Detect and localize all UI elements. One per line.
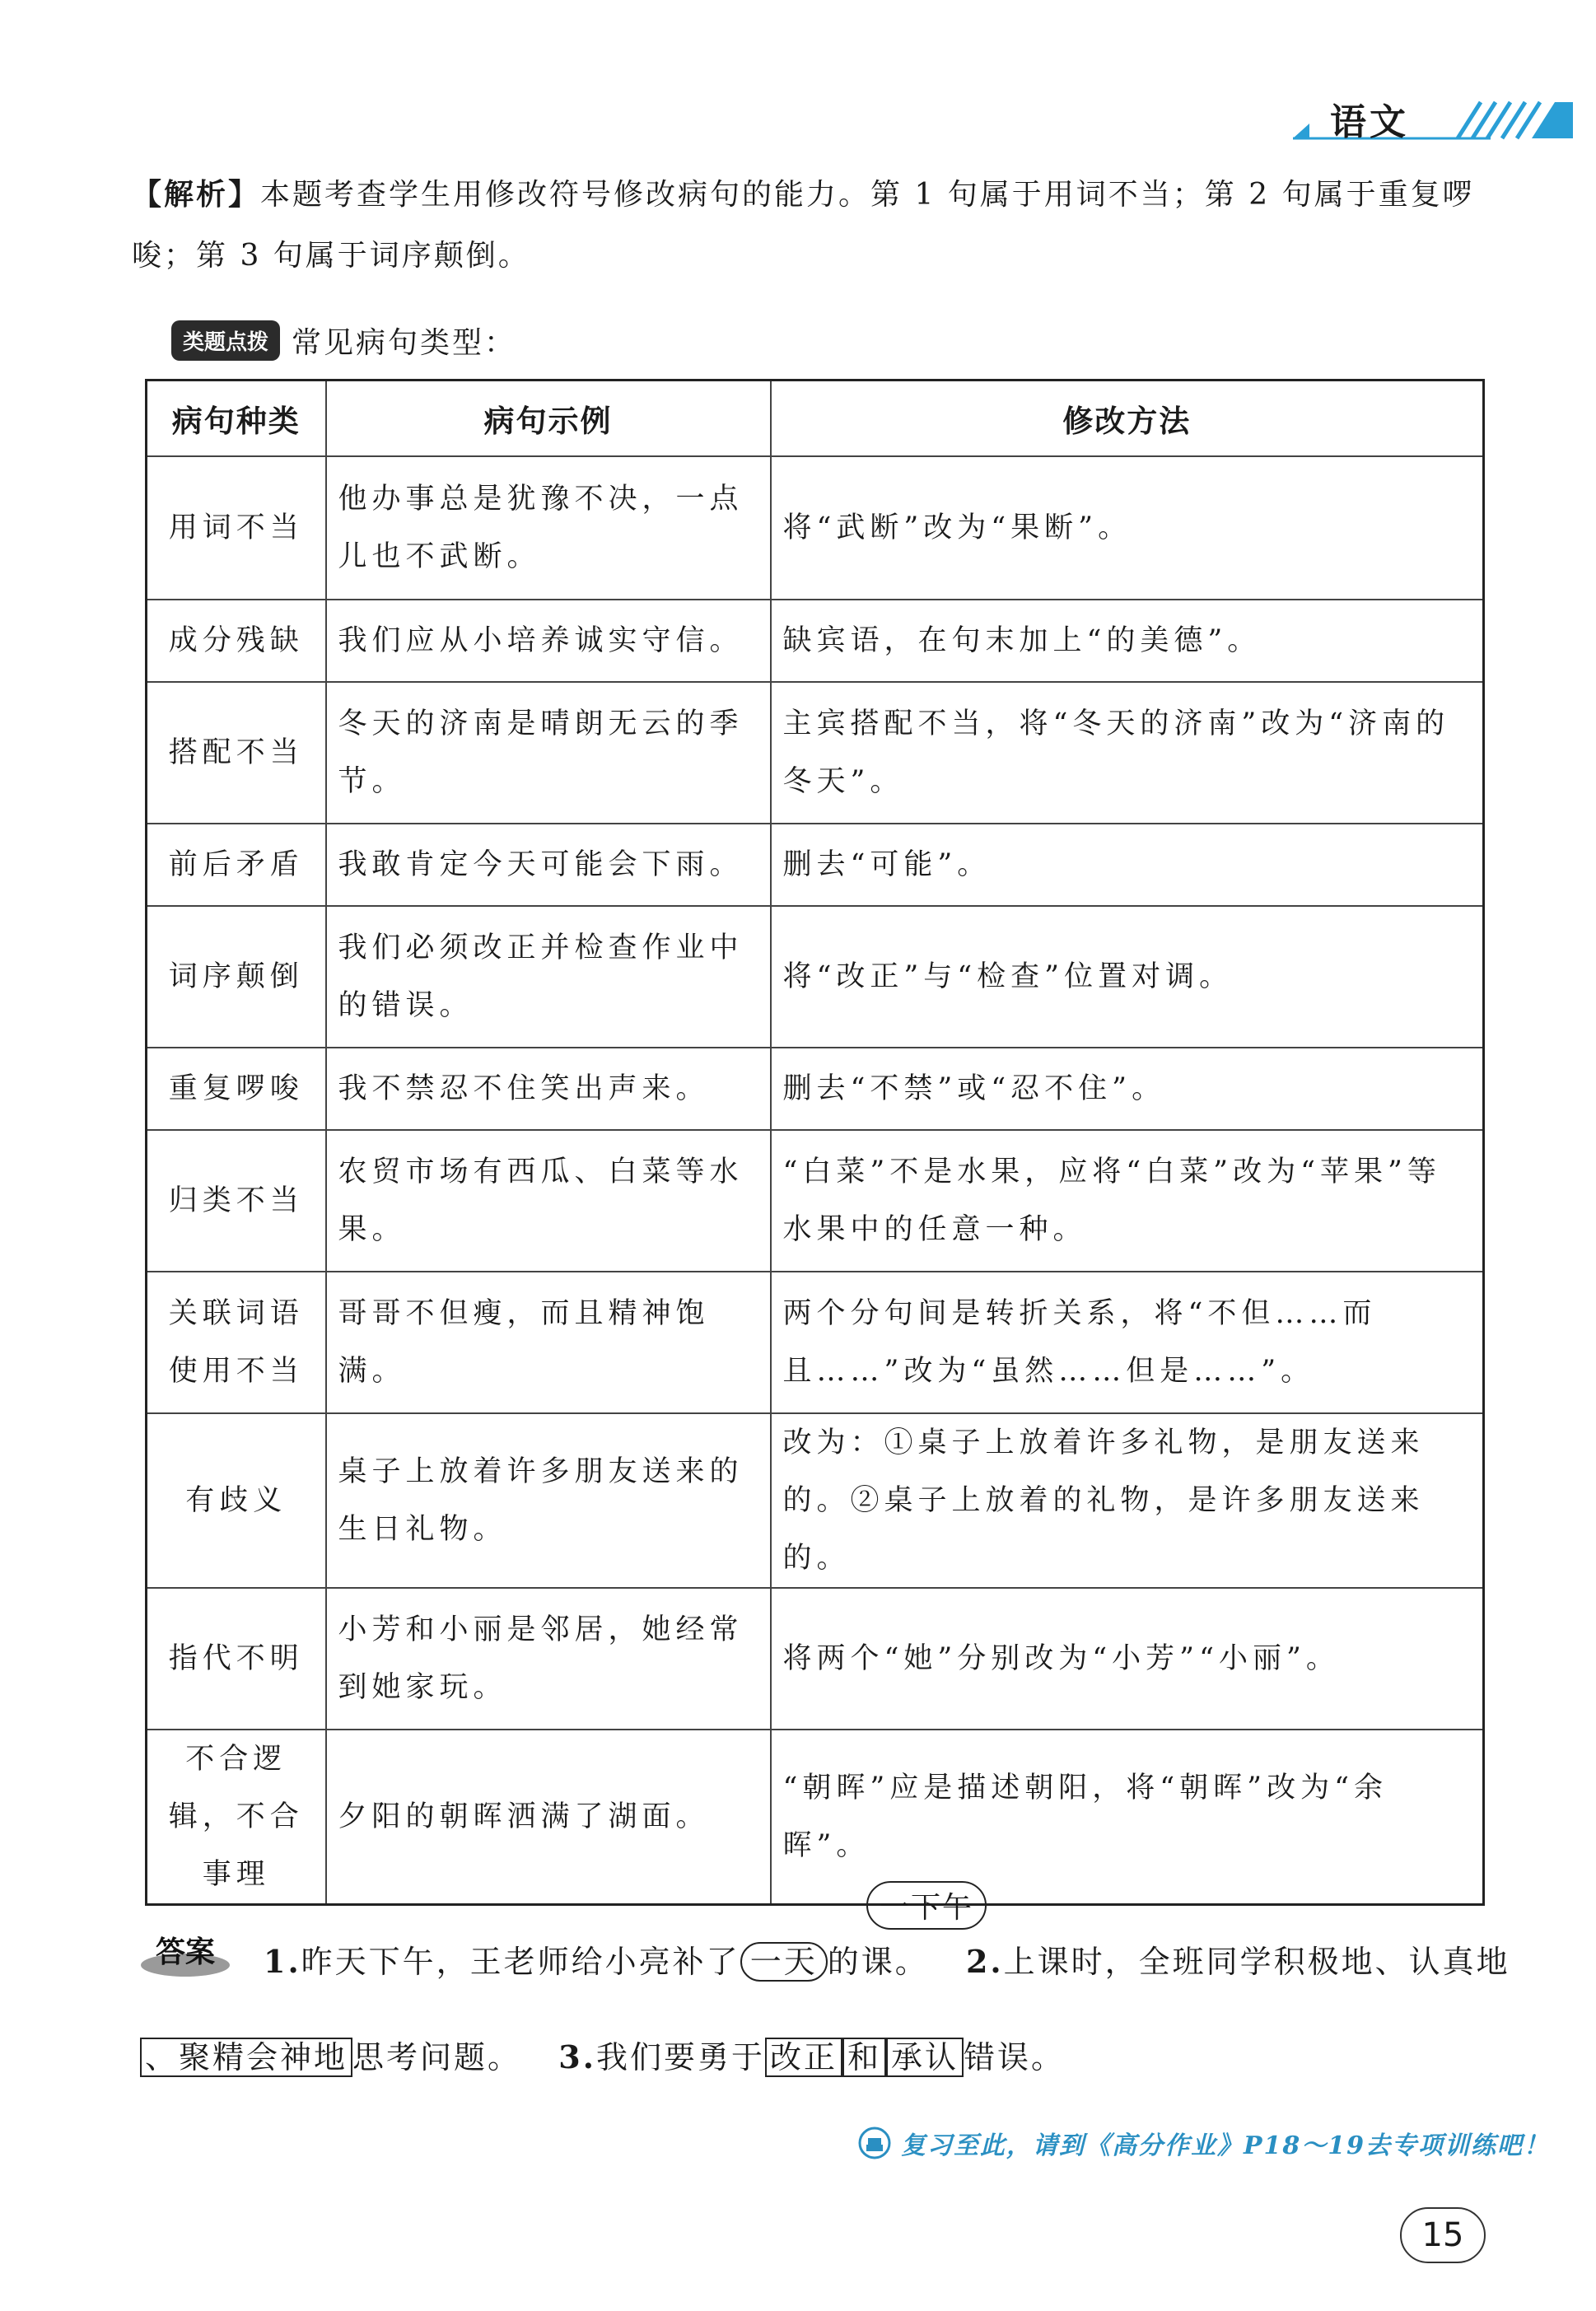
table-row bbox=[147, 1130, 1484, 1272]
answer-1-part-a: 昨天下午，王老师给小亮补了 bbox=[301, 1944, 740, 1980]
error-type: 有歧义 bbox=[147, 1413, 326, 1588]
answer-2-part-b: 思考问题。 bbox=[352, 2039, 522, 2075]
insert-correction: 一下午 bbox=[866, 1881, 987, 1930]
answer-1-part-b: 的课。 bbox=[827, 1944, 929, 1980]
review-tip-text: 复习至此，请到《高分作业》P18～19去专项训练吧！ bbox=[901, 2131, 1551, 2160]
answer-2-deleted-phrase: 、聚精会神地 bbox=[140, 2038, 352, 2077]
page-number: 15 bbox=[1400, 2207, 1486, 2263]
answer-badge-label: 答案 bbox=[155, 1935, 216, 1969]
answer-badge bbox=[140, 1932, 231, 1978]
header-type: 病句种类 bbox=[147, 380, 326, 457]
table-row bbox=[147, 1588, 1484, 1730]
table-row bbox=[147, 600, 1484, 682]
error-example: 小芳和小丽是邻居，她经常到她家玩。 bbox=[326, 1588, 771, 1730]
error-type: 词序颠倒 bbox=[147, 906, 326, 1048]
error-type: 不合逻辑，不合事理 bbox=[147, 1730, 326, 1905]
error-example: 桌子上放着许多朋友送来的生日礼物。 bbox=[326, 1413, 771, 1588]
answer-2-part-a: 上课时，全班同学积极地、认真地 bbox=[1003, 1944, 1510, 1980]
error-fix: 将两个“她”分别改为“小芳”“小丽”。 bbox=[771, 1588, 1484, 1730]
review-tip bbox=[856, 2125, 1550, 2161]
error-example: 他办事总是犹豫不决，一点儿也不武断。 bbox=[326, 456, 771, 600]
error-type: 归类不当 bbox=[147, 1130, 326, 1272]
header-fix: 修改方法 bbox=[771, 380, 1484, 457]
error-example: 夕阳的朝晖洒满了湖面。 bbox=[326, 1730, 771, 1905]
error-type: 前后矛盾 bbox=[147, 824, 326, 906]
answer-num-3: 3. bbox=[558, 2038, 596, 2075]
error-example: 我们必须改正并检查作业中的错误。 bbox=[326, 906, 771, 1048]
error-example: 冬天的济南是晴朗无云的季节。 bbox=[326, 682, 771, 824]
error-fix: 将“改正”与“检查”位置对调。 bbox=[771, 906, 1484, 1048]
error-fix: 改为：①桌子上放着许多礼物，是朋友送来的。②桌子上放着的礼物，是许多朋友送来的。 bbox=[771, 1413, 1484, 1588]
answer-3-part-a: 我们要勇于 bbox=[595, 2039, 765, 2075]
answer-3-word-3: 承认 bbox=[886, 2038, 964, 2077]
error-example: 我们应从小培养诚实守信。 bbox=[326, 600, 771, 682]
table-row bbox=[147, 824, 1484, 906]
answer-3-part-b: 错误。 bbox=[964, 2039, 1066, 2075]
analysis-text: 本题考查学生用修改符号修改病句的能力。第 1 句属于用词不当；第 2 句属于重复啰唆；第 3 句属于词序颠倒。 bbox=[132, 178, 1475, 273]
table-row bbox=[147, 456, 1484, 600]
tips-text: 常见病句类型： bbox=[292, 325, 517, 360]
error-example: 农贸市场有西瓜、白菜等水果。 bbox=[326, 1130, 771, 1272]
error-type: 关联词语使用不当 bbox=[147, 1272, 326, 1413]
table-row bbox=[147, 682, 1484, 824]
answer-num-2: 2. bbox=[965, 1943, 1004, 1980]
analysis-label: 【解析】 bbox=[132, 178, 261, 212]
error-example: 我敢肯定今天可能会下雨。 bbox=[326, 824, 771, 906]
table-header-row bbox=[147, 380, 1484, 457]
tips-badge: 类题点拨 bbox=[171, 320, 280, 361]
sentence-error-table bbox=[145, 379, 1485, 1906]
table-row bbox=[147, 1413, 1484, 1588]
fist-icon bbox=[856, 2125, 893, 2161]
error-type: 重复啰唆 bbox=[147, 1048, 326, 1130]
error-fix: “白菜”不是水果，应将“白菜”改为“苹果”等水果中的任意一种。 bbox=[771, 1130, 1484, 1272]
error-fix: 删去“可能”。 bbox=[771, 824, 1484, 906]
table-row bbox=[147, 906, 1484, 1048]
error-type: 用词不当 bbox=[147, 456, 326, 600]
subject-title: 语文 bbox=[1330, 101, 1409, 143]
error-example: 哥哥不但瘦，而且精神饱满。 bbox=[326, 1272, 771, 1413]
table-row bbox=[147, 1272, 1484, 1413]
error-type: 搭配不当 bbox=[147, 682, 326, 824]
error-fix: 删去“不禁”或“忍不住”。 bbox=[771, 1048, 1484, 1130]
error-fix: 将“武断”改为“果断”。 bbox=[771, 456, 1484, 600]
error-type: 成分残缺 bbox=[147, 600, 326, 682]
answer-line-2 bbox=[140, 2028, 1065, 2087]
error-example: 我不禁忍不住笑出声来。 bbox=[326, 1048, 771, 1130]
answer-line-1 bbox=[264, 1932, 1510, 1991]
tips-row bbox=[171, 318, 516, 362]
error-fix: 两个分句间是转折关系，将“不但……而且……”改为“虽然……但是……”。 bbox=[771, 1272, 1484, 1413]
error-fix: 主宾搭配不当，将“冬天的济南”改为“济南的冬天”。 bbox=[771, 682, 1484, 824]
answer-3-word-1: 改正 bbox=[765, 2038, 842, 2077]
table-row bbox=[147, 1048, 1484, 1130]
answer-3-word-2: 和 bbox=[842, 2038, 886, 2077]
analysis-paragraph bbox=[132, 165, 1499, 287]
error-fix: “朝晖”应是描述朝阳，将“朝晖”改为“余晖”。 bbox=[771, 1730, 1484, 1905]
table-row bbox=[147, 1730, 1484, 1905]
answer-num-1: 1. bbox=[264, 1943, 301, 1980]
error-fix: 缺宾语，在句末加上“的美德”。 bbox=[771, 600, 1484, 682]
error-type: 指代不明 bbox=[147, 1588, 326, 1730]
answer-1-replaced-word: 一天 bbox=[740, 1942, 828, 1982]
header-example: 病句示例 bbox=[326, 380, 771, 457]
